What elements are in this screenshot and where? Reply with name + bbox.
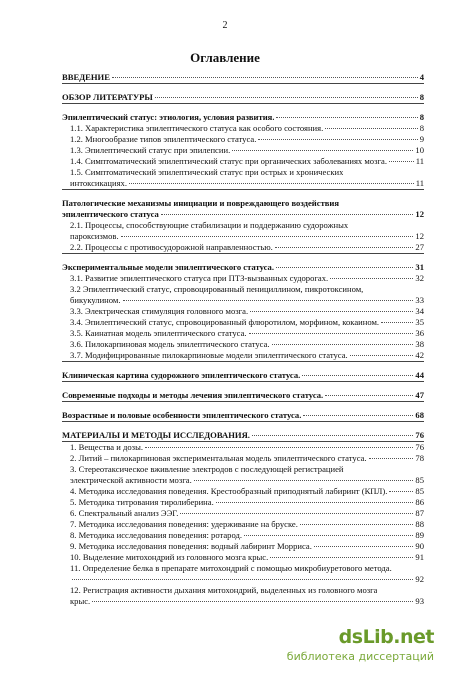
toc-entry-continuation: интоксикациях. (70, 178, 127, 188)
toc-leader-dots (232, 150, 413, 151)
toc-entry-label: 1.2. Многообразие типов эпилептического статуса. (70, 134, 257, 144)
toc-leader-dots (216, 502, 414, 503)
toc-leader-dots (92, 601, 413, 602)
toc-spacer (62, 422, 424, 430)
dslib-watermark (276, 626, 436, 668)
toc-spacer (62, 402, 424, 410)
toc-leader-dots (258, 139, 417, 140)
toc-page-number: 42 (415, 350, 424, 360)
toc-leader-dots (250, 311, 413, 312)
toc-page-number: 44 (415, 370, 424, 380)
toc-page-number: 86 (415, 497, 424, 507)
toc-page-number: 34 (415, 306, 424, 316)
toc-entry[interactable] (62, 198, 424, 220)
toc-entry[interactable] (62, 541, 424, 552)
toc-leader-dots (252, 435, 413, 436)
toc-entry-label: 3.6. Пилокарпиновая модель эпилептического статуса. (70, 339, 270, 349)
toc-leader-dots (249, 333, 414, 334)
toc-entry-label: ОБЗОР ЛИТЕРАТУРЫ (62, 92, 153, 102)
toc-entry-label: 2.1. Процессы, способствующие стабилизации и поддержанию судорожных (70, 220, 349, 230)
toc-entry[interactable] (62, 442, 424, 453)
toc-leader-dots (276, 117, 417, 118)
toc-entry[interactable] (62, 350, 424, 362)
toc-entry[interactable] (62, 134, 424, 145)
toc-entry[interactable] (62, 156, 424, 167)
toc-page-number: 89 (415, 530, 424, 540)
toc-entry-label: 11. Определение белка в препарате митохондрий с помощью микробиуретового метода. (70, 563, 392, 573)
toc-leader-dots (272, 344, 414, 345)
toc-entry-label: 4. Методика исследования поведения. Крестообразный приподнятый лабиринт (КПЛ). (70, 486, 388, 496)
toc-page-number: 4 (419, 72, 424, 82)
toc-page-number: 90 (415, 541, 424, 551)
toc-entry-label: 3.1. Развитие эпилептического статуса при ПТЗ-вызванных судорогах. (70, 273, 329, 283)
toc-page-number: 10 (415, 145, 424, 155)
toc-page-number: 27 (415, 242, 424, 252)
toc-entry[interactable] (62, 262, 424, 273)
toc-spacer (62, 382, 424, 390)
toc-page-number: 8 (419, 123, 424, 133)
toc-entry[interactable] (62, 328, 424, 339)
toc-entry-continuation: пароксизмов. (70, 231, 119, 241)
toc-entry[interactable] (62, 306, 424, 317)
toc-page-number: 85 (415, 475, 424, 485)
toc-page-number: 8 (419, 112, 424, 122)
toc-leader-dots (155, 97, 418, 98)
toc-page-number: 35 (415, 317, 424, 327)
toc-page-number: 8 (419, 92, 424, 102)
toc-page-number: 11 (415, 178, 424, 188)
toc-entry-label: 3. Стереотаксическое вживление электродов с последующей регистрацией (70, 464, 344, 474)
toc-entry-continuation: электрической активности мозга. (70, 475, 192, 485)
toc-leader-dots (161, 214, 414, 215)
toc-leader-dots (381, 322, 413, 323)
toc-entry-label: 1.4. Симптоматический эпилептический статус при органических заболеваниях мозга. (70, 156, 387, 166)
toc-entry[interactable] (62, 370, 424, 382)
toc-entry-label: Возрастные и половые особенности эпилептического статуса. (62, 410, 302, 420)
toc-entry-continuation: бикукулином. (70, 295, 121, 305)
toc-entry[interactable] (62, 145, 424, 156)
table-of-contents (62, 72, 424, 607)
toc-entry-label: Экспериментальные модели эпилептического статуса. (62, 262, 275, 272)
toc-page-number: 9 (419, 134, 424, 144)
toc-entry-continuation: крыс. (70, 596, 91, 606)
toc-page-number: 32 (415, 273, 424, 283)
toc-entry[interactable] (62, 72, 424, 84)
toc-entry[interactable] (62, 112, 424, 123)
toc-entry-label: 9. Методика исследования поведения: водный лабиринт Морриса. (70, 541, 312, 551)
toc-entry[interactable] (62, 273, 424, 284)
toc-entry-label: 7. Методика исследования поведения: удерживание на бруске. (70, 519, 298, 529)
toc-entry-label: 3.7. Модифицированные пилокарпиновые модели эпилептического статуса. (70, 350, 348, 360)
toc-leader-dots (244, 535, 413, 536)
toc-entry[interactable] (62, 123, 424, 134)
toc-entry[interactable] (62, 453, 424, 464)
toc-leader-dots (350, 355, 414, 356)
toc-leader-dots (303, 415, 413, 416)
toc-leader-dots (123, 300, 414, 301)
toc-leader-dots (275, 247, 414, 248)
toc-entry-label: 1.3. Эпилептический статус при эпилепсии. (70, 145, 231, 155)
toc-leader-dots (194, 480, 414, 481)
toc-entry-label: ВВЕДЕНИЕ (62, 72, 110, 82)
toc-entry-label: 8. Методика исследования поведения: ротарод. (70, 530, 243, 540)
toc-leader-dots (389, 161, 414, 162)
toc-entry-label: 1. Вещества и дозы. (70, 442, 143, 452)
watermark-subtitle: библиотека диссертаций (286, 650, 434, 663)
toc-entry-label: 12. Регистрация активности дыхания митохондрий, выделенных из головного мозга (70, 585, 378, 595)
page-number: 2 (222, 20, 228, 31)
toc-leader-dots (129, 183, 414, 184)
toc-leader-dots (330, 278, 413, 279)
toc-page-number: 33 (415, 295, 424, 305)
toc-page-number: 91 (415, 552, 424, 562)
toc-entry-label: 5. Методика титрования тиролиберина. (70, 497, 214, 507)
toc-entry[interactable] (62, 430, 424, 442)
page-title: Оглавление (190, 50, 260, 65)
toc-entry-label: 3.3. Электрическая стимуляция головного мозга. (70, 306, 249, 316)
toc-entry[interactable] (62, 486, 424, 497)
toc-entry-label: Патологические механизмы инициации и повреждающего воздействия (62, 198, 340, 208)
toc-leader-dots (72, 579, 413, 580)
toc-entry[interactable] (62, 519, 424, 530)
toc-entry-label: Современные подходы и методы лечения эпилептического статуса. (62, 390, 324, 400)
toc-leader-dots (369, 458, 414, 459)
toc-entry[interactable] (62, 563, 424, 585)
toc-page-number: 76 (415, 430, 424, 440)
toc-spacer (62, 362, 424, 370)
toc-entry-label: 3.5. Каинатная модель эпилептического статуса. (70, 328, 247, 338)
toc-page-number: 12 (415, 231, 424, 241)
toc-leader-dots (121, 236, 414, 237)
toc-entry-label: 1.1. Характеристика эпилептического статуса как особого состояния. (70, 123, 324, 133)
watermark-logo: dsLib.net (338, 626, 434, 648)
toc-page-number: 87 (415, 508, 424, 518)
toc-entry[interactable] (62, 552, 424, 563)
toc-page-number: 12 (415, 209, 424, 219)
toc-page-number: 68 (415, 410, 424, 420)
toc-entry-label: 10. Выделение митохондрий из головного мозга крыс. (70, 552, 269, 562)
toc-entry[interactable] (62, 317, 424, 328)
toc-spacer (62, 190, 424, 198)
toc-leader-dots (180, 513, 413, 514)
toc-entry[interactable] (62, 497, 424, 508)
toc-leader-dots (276, 267, 413, 268)
toc-entry-label: Клиническая картина судорожного эпилептического статуса. (62, 370, 301, 380)
toc-entry-label: 6. Спектральный анализ ЭЭГ. (70, 508, 179, 518)
toc-page-number: 76 (415, 442, 424, 452)
toc-leader-dots (325, 128, 417, 129)
toc-entry[interactable] (62, 284, 424, 306)
toc-entry-label: 3.2 Эпилептический статус, спровоцированный пенициллином, пикротоксином, (70, 284, 364, 294)
toc-entry[interactable] (62, 390, 424, 402)
toc-leader-dots (325, 395, 413, 396)
toc-page-number: 92 (415, 574, 424, 584)
toc-page-number: 36 (415, 328, 424, 338)
toc-spacer (62, 254, 424, 262)
toc-entry-label: 2. Литий – пилокарпиновая экспериментальная модель эпилептического статуса. (70, 453, 367, 463)
toc-page-number: 88 (415, 519, 424, 529)
toc-entry-label: 2.2. Процессы с противосудорожной направленностью. (70, 242, 273, 252)
toc-entry[interactable] (62, 585, 424, 607)
toc-leader-dots (112, 77, 418, 78)
toc-entry-label: МАТЕРИАЛЫ И МЕТОДЫ ИССЛЕДОВАНИЯ. (62, 430, 250, 440)
toc-spacer (62, 84, 424, 92)
toc-page-number: 31 (415, 262, 424, 272)
toc-page-number: 85 (415, 486, 424, 496)
toc-page-number: 38 (415, 339, 424, 349)
toc-page-number: 11 (415, 156, 424, 166)
toc-leader-dots (302, 375, 413, 376)
toc-entry[interactable] (62, 242, 424, 254)
toc-page-number: 47 (415, 390, 424, 400)
toc-entry[interactable] (62, 339, 424, 350)
toc-leader-dots (270, 557, 413, 558)
toc-entry-label: Эпилептический статус: этиология, условия развития. (62, 112, 275, 122)
toc-entry-label: 1.5. Симптоматический эпилептический статус при острых и хронических (70, 167, 344, 177)
toc-entry[interactable] (62, 464, 424, 486)
toc-page-number: 78 (415, 453, 424, 463)
toc-entry[interactable] (62, 167, 424, 190)
toc-entry[interactable] (62, 508, 424, 519)
toc-spacer (62, 104, 424, 112)
toc-leader-dots (300, 524, 414, 525)
toc-leader-dots (314, 546, 414, 547)
toc-entry[interactable] (62, 410, 424, 422)
toc-entry[interactable] (62, 220, 424, 242)
toc-entry-continuation: эпилептического статуса (62, 209, 159, 219)
toc-leader-dots (389, 491, 413, 492)
toc-page-number: 93 (415, 596, 424, 606)
toc-leader-dots (145, 447, 413, 448)
toc-entry[interactable] (62, 530, 424, 541)
toc-entry[interactable] (62, 92, 424, 104)
toc-entry-label: 3.4. Эпилептический статус, спровоцированный флюротилом, морфином, кокаином. (70, 317, 380, 327)
